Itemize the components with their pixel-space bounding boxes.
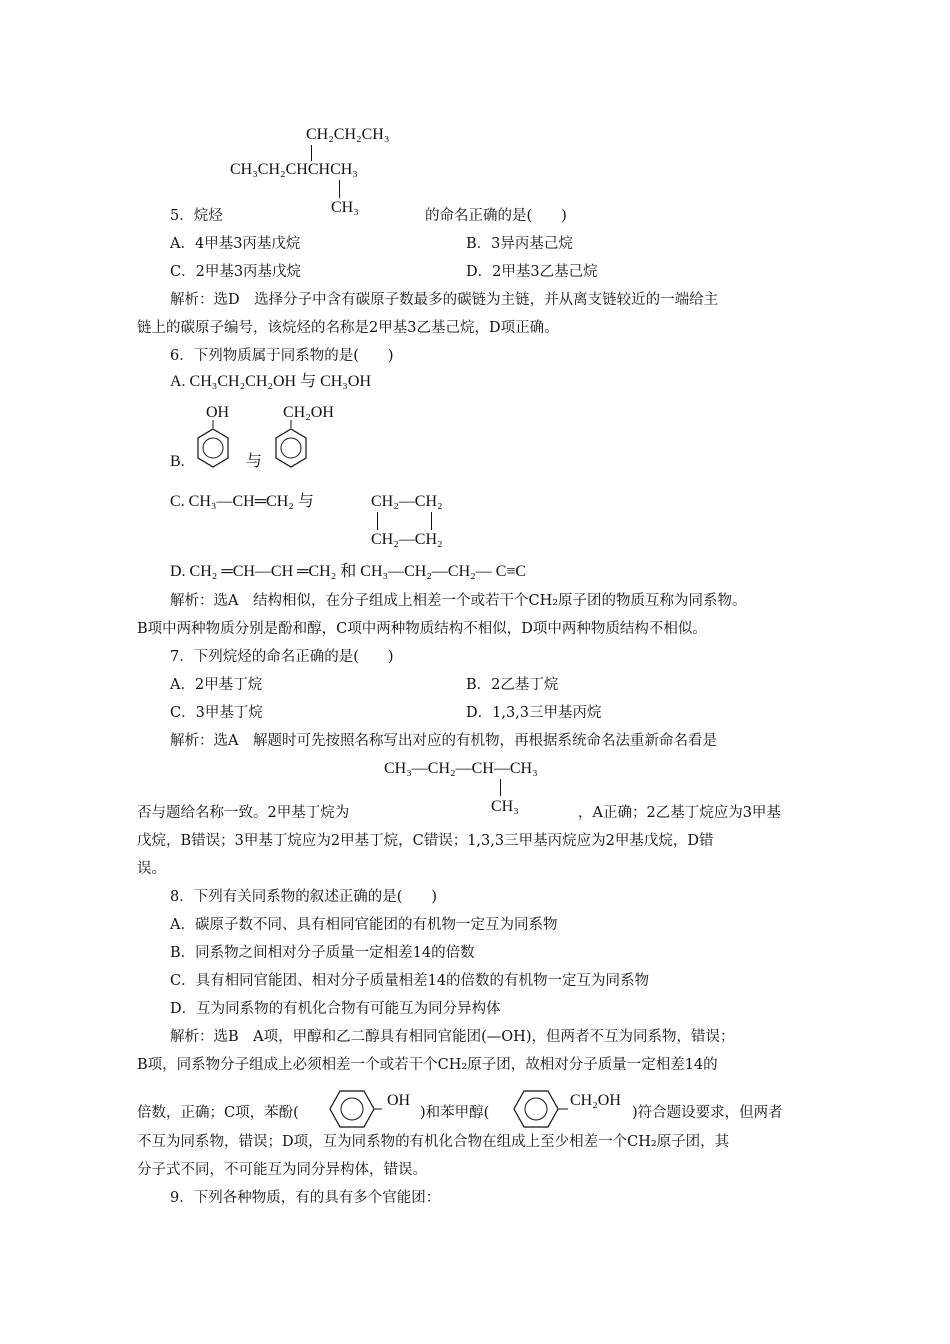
- q5-stem-suffix: 的命名正确的是( ): [425, 208, 567, 224]
- benzyl-ch2oh-group: CH₂OH: [570, 1092, 621, 1109]
- q5-option-a: A．4甲基3丙基戊烷: [170, 236, 301, 252]
- q6-c-ring-bond-left: [377, 512, 378, 530]
- q6-stem: 6．下列物质属于同系物的是( ): [170, 348, 394, 364]
- q8-analysis-line3-start: 倍数，正确；C项，苯酚(: [137, 1105, 299, 1121]
- q5-analysis-line1: 解析：选D 选择分子中含有碳原子数最多的碳链为主链，并从离支链较近的一端给主: [170, 292, 719, 308]
- q7-option-a: A．2甲基丁烷: [170, 677, 263, 693]
- q8-option-a: A．碳原子数不同、具有相同官能团的有机物一定互为同系物: [170, 917, 558, 933]
- q5-structure-bottom-branch: CH₃: [331, 199, 359, 216]
- q6-analysis-line2: B项中两种物质分别是酚和醇，C项中两种物质结构不相似，D项中两种物质结构不相似。: [137, 621, 707, 637]
- q7-option-b: B．2乙基丁烷: [466, 677, 559, 693]
- q6-option-d: D. CH₂ ═CH—CH ═CH₂ 和 CH₃—CH₂—CH₂— C≡C: [170, 563, 527, 580]
- q7-option-d: D．1,3,3三甲基丙烷: [466, 705, 602, 721]
- q6-b-substituent-oh: OH: [206, 404, 230, 421]
- q6-option-c-ring-top: CH₂—CH₂: [371, 493, 443, 510]
- q8-option-c: C．具有相同官能团、相对分子质量相差14的倍数的有机物一定互为同系物: [170, 973, 650, 989]
- q8-option-d: D．互为同系物的有机化合物有可能互为同分异构体: [170, 1001, 501, 1017]
- q5-structure-main-chain: CH₃CH₂CHCHCH₃: [230, 161, 358, 178]
- q7-analysis-line4: 误。: [137, 861, 166, 877]
- q5-option-d: D．2甲基3乙基己烷: [466, 264, 598, 280]
- q7-analysis-line3: 戊烷，B错误；3甲基丁烷应为2甲基丁烷，C错误；1,3,3三甲基丙烷应为2甲基戊烷，D错: [137, 833, 714, 849]
- phenol-oh-group: OH: [387, 1092, 411, 1109]
- benzene-ring-phenol-icon: [192, 420, 232, 476]
- q5-option-c: C．2甲基3丙基戊烷: [170, 264, 302, 280]
- phenol-ring-icon: [328, 1088, 378, 1132]
- q6-option-a: A. CH₃CH₂CH₂OH 与 CH₃OH: [170, 373, 371, 390]
- q7-analysis-line2-start: 否与题给名称一致。2甲基丁烷为: [137, 805, 350, 821]
- q7-structure-main: CH₃—CH₂—CH—CH₃: [384, 760, 538, 777]
- q8-analysis-line3-end: )符合题设要求，但两者: [632, 1105, 783, 1121]
- q5-stem-prefix: 5．烷烃: [170, 208, 223, 224]
- q6-b-substituent-ch2oh: CH₂OH: [283, 404, 334, 421]
- q9-stem: 9．下列各种物质，有的具有多个官能团：: [170, 1190, 441, 1206]
- q5-structure-bond-up: [311, 145, 312, 161]
- benzyl-alcohol-ring-icon: [512, 1088, 562, 1132]
- q8-option-b: B．同系物之间相对分子质量一定相差14的倍数: [170, 945, 475, 961]
- q7-structure-branch: CH₃: [491, 798, 519, 815]
- q8-stem: 8．下列有关同系物的叙述正确的是( ): [170, 889, 438, 905]
- q6-b-label: B.: [170, 453, 185, 470]
- q5-analysis-line2: 链上的碳原子编号，该烷烃的名称是2甲基3乙基己烷，D项正确。: [137, 320, 559, 336]
- benzene-ring-benzyl-icon: [272, 420, 312, 476]
- q6-option-c-ring-bottom: CH₂—CH₂: [371, 531, 443, 548]
- q8-analysis-line1: 解析：选B A项，甲醇和乙二醇具有相同官能团(—OH)，但两者不互为同系物，错误；: [170, 1029, 735, 1045]
- q8-analysis-line4: 不互为同系物，错误；D项，互为同系物的有机化合物在组成上至少相差一个CH₂原子团，其: [137, 1134, 730, 1150]
- q6-b-with: 与: [246, 453, 263, 470]
- q8-analysis-line3-mid: )和苯甲醇(: [420, 1105, 490, 1121]
- q6-analysis-line1: 解析：选A 结构相似，在分子组成上相差一个或若干个CH₂原子团的物质互称为同系物。: [170, 593, 747, 609]
- q8-analysis-line5: 分子式不同，不可能互为同分异构体，错误。: [137, 1162, 427, 1178]
- q5-option-b: B．3异丙基己烷: [466, 236, 573, 252]
- q7-analysis-line2-end: ，A正确；2乙基丁烷应为3甲基: [578, 805, 781, 821]
- q5-structure-bond-down: [339, 180, 340, 198]
- q7-stem: 7．下列烷烃的命名正确的是( ): [170, 649, 394, 665]
- q8-analysis-line2: B项，同系物分子组成上必须相差一个或若干个CH₂原子团，故相对分子质量一定相差14的: [137, 1057, 718, 1073]
- q6-c-ring-bond-right: [431, 512, 432, 530]
- q6-option-c-left: C. CH₃—CH═CH₂ 与: [170, 493, 314, 510]
- q7-structure-bond-down: [500, 779, 501, 796]
- q5-structure-top-branch: CH₂CH₂CH₃: [306, 126, 390, 143]
- q7-option-c: C．3甲基丁烷: [170, 705, 263, 721]
- q7-analysis-line1: 解析：选A 解题时可先按照名称写出对应的有机物，再根据系统命名法重新命名看是: [170, 733, 717, 749]
